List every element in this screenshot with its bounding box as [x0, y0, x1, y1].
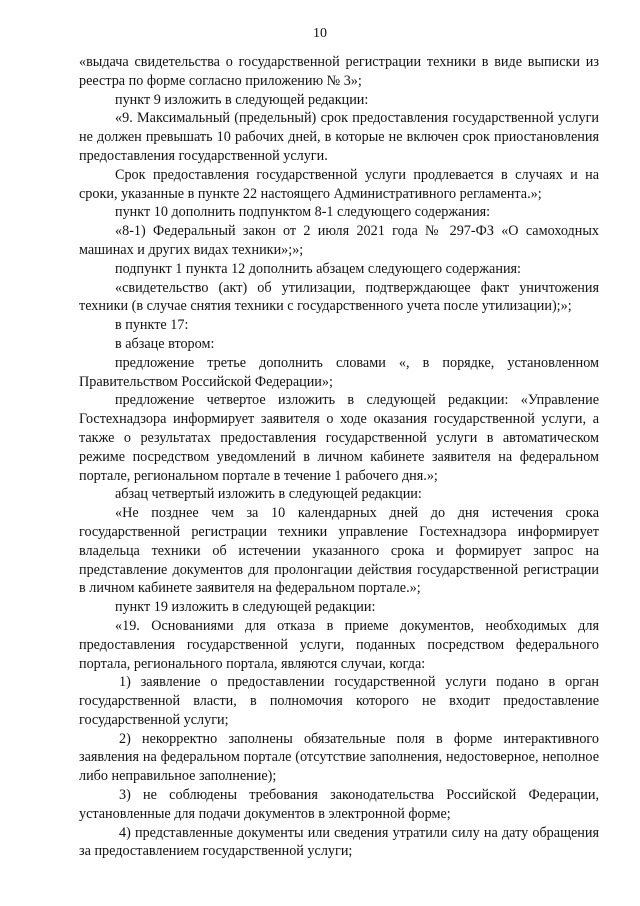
list-item-4: 4) представленные документы или сведения утратили силу на дату обращения за предоставлением государственной услуги;: [79, 824, 599, 860]
list-item-3: 3) не соблюдены требования законодательства Российской Федерации, установленные для подачи документов в электронной форме;: [79, 787, 599, 822]
paragraph-2: пункт 9 изложить в следующей редакции:: [115, 91, 369, 108]
paragraph-12: предложение четвертое изложить в следующей редакции: «Управление Гостехнадзора информирует заявителя о ходе оказания государственной услуги, а также о результатах предоставления государственной услуги в автоматическом режиме посредством уведомлений в личном кабинете заявителя на федеральном портале, региональном портале в течение 1 рабочего дня.»;: [79, 392, 599, 484]
paragraph-1: «выдача свидетельства о государственной регистрации техники в виде выписки из реестра по форме согласно приложению № 3»;: [79, 54, 599, 89]
paragraph-5: пункт 10 дополнить подпунктом 8-1 следующего содержания:: [115, 204, 491, 221]
list-item-1: 1) заявление о предоставлении государственной услуги подано в орган государственной власти, в полномочия которого не входит предоставление государственной услуги;: [79, 674, 599, 728]
paragraph-16: «19. Основаниями для отказа в приеме документов, необходимых для предоставления государственной услуги, поданных посредством федерального портала, регионального портала, являются случаи, когда:: [79, 617, 599, 672]
paragraph-6: «8-1) Федеральный закон от 2 июля 2021 года № 297-ФЗ «О самоходных машинах и других видах техники»;»;: [79, 223, 599, 258]
paragraph-9: в пункте 17:: [115, 317, 189, 334]
paragraph-7: подпункт 1 пункта 12 дополнить абзацем следующего содержания:: [115, 260, 521, 277]
paragraph-4: Срок предоставления государственной услуги продлевается в случаях и на сроки, указанные в пункте 22 настоящего Административного регламента.»;: [79, 166, 599, 202]
paragraph-8: «свидетельство (акт) об утилизации, подтверждающее факт уничтожения техники (в случае снятия техники с государственного учета после утилизации);»;: [79, 279, 599, 315]
paragraph-10: в абзаце втором:: [115, 335, 215, 352]
paragraph-14: «Не позднее чем за 10 календарных дней до дня истечения срока государственной регистрации техники управление Гостехнадзора информирует владельца техники об истечении указанного срока и формирует запрос на представление документов для пролонгации действия государственной регистрации в личном кабинете заявителя на федеральном портале.»;: [79, 505, 599, 597]
paragraph-3: «9. Максимальный (предельный) срок предоставления государственной услуги не должен превышать 10 рабочих дней, в которые не включен срок приостановления предоставления государственной услуги.: [79, 110, 599, 164]
paragraph-11: предложение третье дополнить словами «, в порядке, установленном Правительством Российской Федерации»;: [79, 354, 599, 390]
paragraph-15: пункт 19 изложить в следующей редакции:: [115, 599, 376, 616]
list-item-2: 2) некорректно заполнены обязательные поля в форме интерактивного заявления на федеральном портале (отсутствие заполнения, недостоверное, неполное либо неправильное заполнение);: [79, 730, 599, 785]
paragraph-13: абзац четвертый изложить в следующей редакции:: [115, 486, 422, 503]
document-body: [79, 53, 599, 861]
page-number: 10: [313, 26, 327, 41]
